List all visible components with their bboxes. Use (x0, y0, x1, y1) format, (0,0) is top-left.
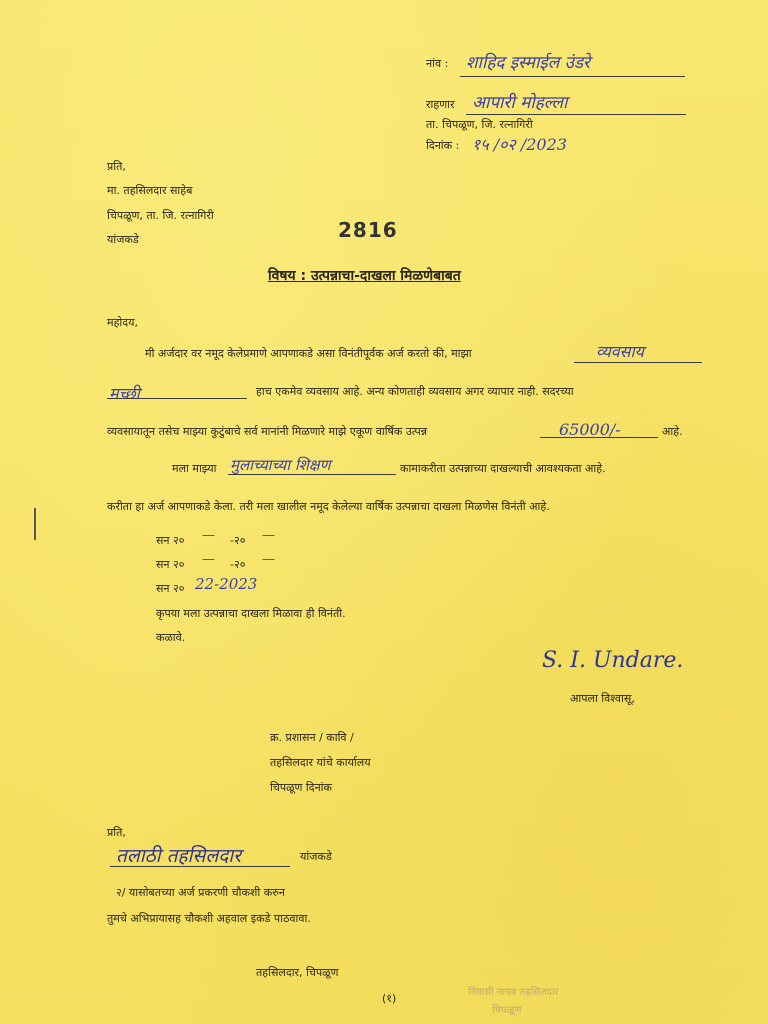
date-label: दिनांक : (426, 139, 460, 152)
salutation: महोदय, (107, 316, 138, 329)
body-line-4-end: कामाकरीता उत्पन्नाच्या दाखल्याची आवश्यकता आहे. (400, 462, 606, 475)
income-handwritten: 65000/- (559, 420, 621, 439)
office-line-2: तहसिलदार यांचे कार्यालय (270, 756, 371, 769)
request-line: कृपया मला उत्पन्नाचा दाखला मिळावा ही विनंती. (156, 607, 346, 620)
year-row-2-mid: -२० (230, 558, 246, 571)
date-handwritten: १५ /०२ /2023 (472, 135, 567, 154)
residence-underline (466, 114, 686, 115)
forward-prati: प्रति, (107, 826, 126, 839)
year-row-2-label: सन २० (156, 558, 185, 571)
body-line-4-start: मला माझ्या (172, 462, 217, 475)
name-label: नांव : (426, 57, 449, 70)
year-row-2-hand: — (202, 552, 215, 567)
year-row-3-hand: 22-2023 (195, 575, 258, 593)
purpose-handwritten: मुलाच्याच्या शिक्षण (230, 456, 331, 474)
body-line-3: व्यवसायातून तसेच माझ्या कुटुंबाचे सर्व मानांनी मिळणारे माझे एकूण वार्षिक उत्पन्न (107, 425, 428, 438)
body-line-1: मी अर्जदार वर नमूद केलेप्रमाणे आपणाकडे असा विनंतीपूर्वक अर्ज करतो की, माझा (145, 347, 472, 360)
faint-stamp-line-1: निवासी नायब तहसिलदार (468, 987, 559, 998)
margin-mark (34, 508, 36, 540)
forward-recipient-underline (110, 866, 290, 867)
prati-label: प्रति, (107, 160, 126, 173)
income-underline (540, 437, 658, 438)
name-underline (460, 76, 685, 77)
taluka-line: ता. चिपळूण, जि. रत्नागिरी (426, 118, 533, 131)
yours-faithfully: आपला विश्वासू, (570, 692, 635, 705)
residence-handwritten: आपारी मोहल्ला (472, 93, 568, 113)
year-row-2-tail: — (262, 552, 275, 567)
occupation-underline-2 (107, 398, 247, 399)
recipient-line-3: यांजकडे (107, 233, 139, 246)
recipient-line-1: मा. तहसिलदार साहेब (107, 184, 193, 197)
recipient-line-2: चिपळूण, ता. जि. रत्नागिरी (107, 209, 214, 222)
forward-recipient-handwritten: तलाठी तहसिलदार (116, 845, 241, 867)
forward-yanjkade: यांजकडे (300, 850, 332, 863)
body-line-3-end: आहे. (662, 425, 683, 438)
year-row-1-hand: — (202, 528, 215, 543)
office-line-1: क्र. प्रशासन / कावि / (270, 731, 354, 744)
body-line-2: हाच एकमेव व्यवसाय आहे. अन्य कोणताही व्यवसाय अगर व्यापार नाही. सदरच्या (256, 385, 574, 398)
year-row-3-label: सन २० (156, 582, 185, 595)
year-row-1-mid: -२० (230, 534, 246, 547)
tahsildar-chiplun: तहसिलदार, चिपळूण (256, 966, 339, 979)
stamp-number: 2816 (338, 218, 398, 242)
office-line-3: चिपळूण दिनांक (270, 781, 332, 794)
occupation-handwritten-2: मच्छी (109, 384, 140, 403)
year-row-1-label: सन २० (156, 534, 185, 547)
year-row-1-tail: — (262, 528, 275, 543)
subject-heading: विषय : उत्पन्नाचा-दाखला मिळणेबाबत (268, 268, 461, 284)
forward-line-1: २/ यासोबतच्या अर्ज प्रकरणी चौकशी करुन (116, 886, 285, 899)
name-handwritten: शाहिद इस्माईल उंडरे (466, 53, 590, 73)
page-number: (१) (382, 992, 397, 1005)
applicant-signature: S. I. Undare. (542, 648, 684, 673)
occupation-underline-1 (574, 362, 702, 363)
residence-label: राहणार (426, 98, 455, 111)
occupation-handwritten-1: व्यवसाय (596, 342, 644, 361)
purpose-underline (228, 474, 396, 475)
kalave: कळावे. (156, 631, 186, 644)
forward-line-2: तुमचे अभिप्रायासह चौकशी अहवाल इकडे पाठवावा. (107, 912, 311, 925)
faint-stamp-line-2: चिपळूण (492, 1005, 522, 1016)
body-line-5: करीता हा अर्ज आपणाकडे केला. तरी मला खालील नमूद केलेल्या वार्षिक उत्पन्नाचा दाखला मिळणेस विनंती आहे. (107, 500, 550, 513)
